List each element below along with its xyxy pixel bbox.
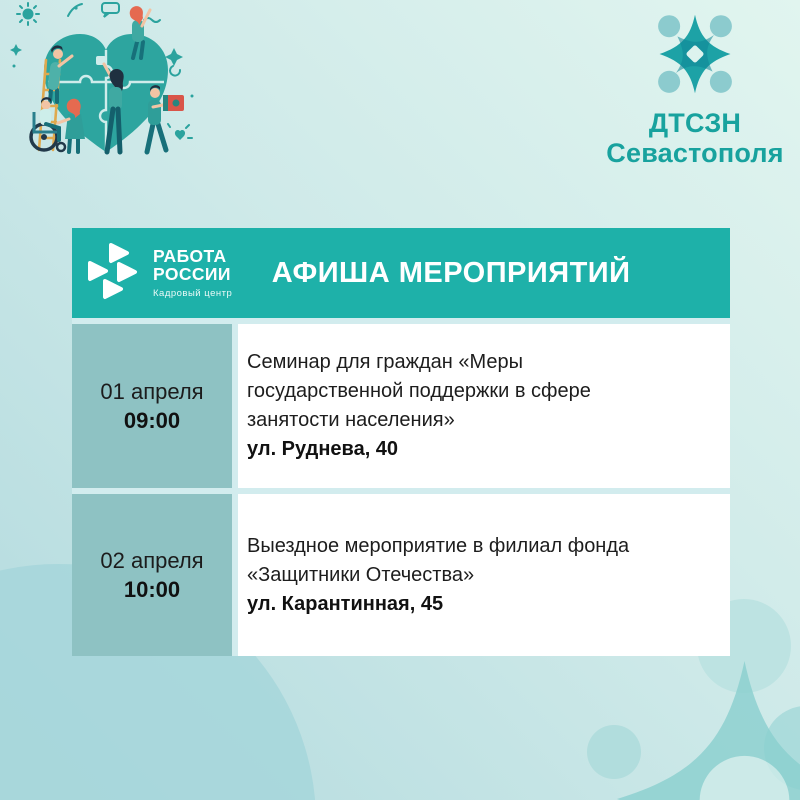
illustration-people-puzzle-heart-icon	[6, 0, 258, 172]
org-logo	[592, 8, 798, 168]
event-address: ул. Карантинная, 45	[247, 592, 444, 615]
brand-name-line1: РАБОТА	[153, 245, 227, 266]
org-name	[592, 108, 798, 168]
brand-text	[153, 247, 232, 299]
event-content-cell	[238, 324, 730, 488]
events-poster-card	[72, 228, 730, 656]
event-description: Выездное мероприятие в филиал фонда «Защитники Отечества»	[247, 534, 630, 586]
event-row	[72, 494, 730, 656]
poster-header	[72, 228, 730, 318]
org-name-line1: ДТСЗН	[648, 108, 742, 138]
event-time: 09:00	[123, 407, 181, 433]
event-date-cell	[72, 494, 232, 656]
brand-triangles-icon	[88, 243, 140, 303]
poster-title: АФИША МЕРОПРИЯТИЙ	[271, 256, 631, 289]
event-address: ул. Руднева, 40	[247, 438, 399, 460]
org-star-icon	[647, 8, 743, 100]
org-name-line2: Севастополя	[606, 138, 784, 169]
event-row	[72, 324, 730, 488]
brand-subtitle: Кадровый центр	[153, 288, 233, 300]
event-description: Семинар для граждан «Меры государственной поддержки в сфере занятости населения»	[247, 351, 591, 431]
brand-logo	[72, 243, 232, 303]
event-time: 10:00	[123, 576, 181, 602]
event-date: 01 апреля	[100, 378, 204, 404]
event-date: 02 апреля	[100, 547, 204, 573]
brand-name-line2: РОССИИ	[153, 264, 231, 284]
event-content-cell	[238, 494, 730, 656]
event-date-cell	[72, 324, 232, 488]
